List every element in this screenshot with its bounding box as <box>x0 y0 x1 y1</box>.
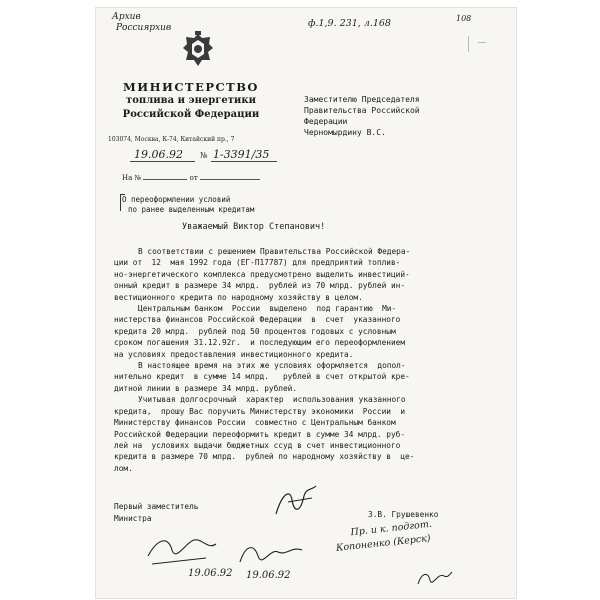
subject-line2: по ранее выделенным кредитам <box>128 205 255 214</box>
ministry-subtitle: топлива и энергетики <box>126 95 256 106</box>
letter-body-line: Учитывая долгосрочный характер использования указанного <box>138 395 406 405</box>
letter-body-line: вестиционного кредита по народному хозяйству в целом. <box>114 292 363 302</box>
handwritten-resolution-line1: Пр. и к. подгот. <box>350 518 433 539</box>
document-page <box>96 8 516 598</box>
signatory-name: З.В. Грушевенко <box>368 510 439 519</box>
subject-block <box>122 195 272 215</box>
handwritten-date-middle: 19.06.92 <box>246 570 291 581</box>
edge-mark <box>478 42 486 53</box>
edge-mark <box>468 36 469 52</box>
letter-body-line: онный кредит в размере 34 млрд. рублей из 70 млрд. рублей ин- <box>114 281 406 291</box>
state-emblem-icon <box>180 30 216 70</box>
recipient-line3: Федерации <box>304 117 348 126</box>
archive-stamp-line1: Архив <box>112 12 141 22</box>
letter-body-line: В соответствии с решением Правительства Российской Федера- <box>138 247 411 256</box>
letter-body-line: Министерству финансов России совместно с Центральным банком <box>114 418 396 428</box>
recipient-line4: Черномырдину В.С. <box>304 128 386 137</box>
letter-body-line: ции от 12 мая 1992 года (ЕГ-П17787) для предприятий топлив- <box>114 258 401 268</box>
letter-body-line: лей на условиях выдачи бюджетных ссуд в счет инвестиционного <box>114 440 401 450</box>
archive-file-reference: ф.1,9. 231, л.168 <box>308 18 391 29</box>
reference-date-label: от <box>189 174 198 182</box>
registration-number: 1-3391/35 <box>211 148 277 162</box>
signatory-position-line2: Министра <box>114 514 152 523</box>
reference-number-blank <box>143 179 187 180</box>
signatory-position <box>114 501 199 525</box>
letter-body-line: лом. <box>114 463 133 473</box>
letter-body-line: на условиях предоставления инвестиционного кредита. <box>114 349 354 359</box>
letter-body <box>114 246 512 474</box>
ministry-country: Российской Федерации <box>122 109 260 120</box>
reference-number-label: На № <box>122 174 142 182</box>
letter-body-line: Российской Федерации переоформить кредит в сумме 34 млрд. руб- <box>114 429 406 439</box>
salutation: Уважаемый Виктор Степанович! <box>182 222 326 232</box>
subject-line1: О переоформлении условий <box>122 195 231 204</box>
handwritten-resolution-line2: Копоненко (Керск) <box>335 532 432 554</box>
signature-scribble <box>272 484 322 520</box>
archive-stamp <box>112 12 171 34</box>
reference-line <box>122 174 260 182</box>
ministry-address: 103074, Москва, К-74, Китайский пр., 7 <box>108 136 235 143</box>
letter-body-line: нительно кредит в сумме 14 млрд. рублей в счет открытой кре- <box>114 372 410 382</box>
reference-date-blank <box>200 179 260 180</box>
registration-line <box>130 148 277 161</box>
letter-body-line: но-энергетического комплекса предусмотрено выделить инвестиций- <box>114 269 410 279</box>
letter-body-line: кредита в размере 70 млрд. рублей по народному хозяйству в це- <box>114 452 415 462</box>
letter-body-line: дитной линии в размере 34 млрд. рублей. <box>114 383 298 393</box>
letter-body-line: Центральным банком России выделено под гарантию Ми- <box>138 304 397 314</box>
recipient-block <box>304 94 420 138</box>
ministry-header <box>116 80 266 122</box>
recipient-line1: Заместителю Председателя <box>304 95 420 104</box>
handwritten-initials-left <box>142 528 222 568</box>
letter-body-line: кредита, прошу Вас поручить Министерству экономики России и <box>114 406 406 416</box>
handwritten-initials-middle <box>236 538 306 572</box>
archive-stamp-line2: Россиярхив <box>116 23 172 33</box>
ministry-title: МИНИСТЕРСТВО <box>123 80 259 94</box>
letter-body-line: сроком погашения 31.12.92г. и последующим его переоформлением <box>114 338 406 348</box>
letter-body-line: В настоящее время на этих же условиях оформляется допол- <box>138 361 406 371</box>
handwritten-date-left: 19.06.92 <box>188 568 233 579</box>
handwritten-resolution <box>334 518 434 556</box>
registration-number-prefix: № <box>200 151 208 160</box>
recipient-line2: Правительства Российской <box>304 106 420 115</box>
signatory-position-line1: Первый заместитель <box>114 502 199 511</box>
archive-sheet-number: 108 <box>456 14 472 23</box>
letter-body-line: кредита 20 млрд. рублей под 50 процентов годовых с условным <box>114 326 396 336</box>
handwritten-initials-right <box>414 566 454 590</box>
letter-body-line: нистерства финансов Российской Федерации в счет указанного <box>114 315 401 325</box>
registration-date: 19.06.92 <box>130 148 195 162</box>
